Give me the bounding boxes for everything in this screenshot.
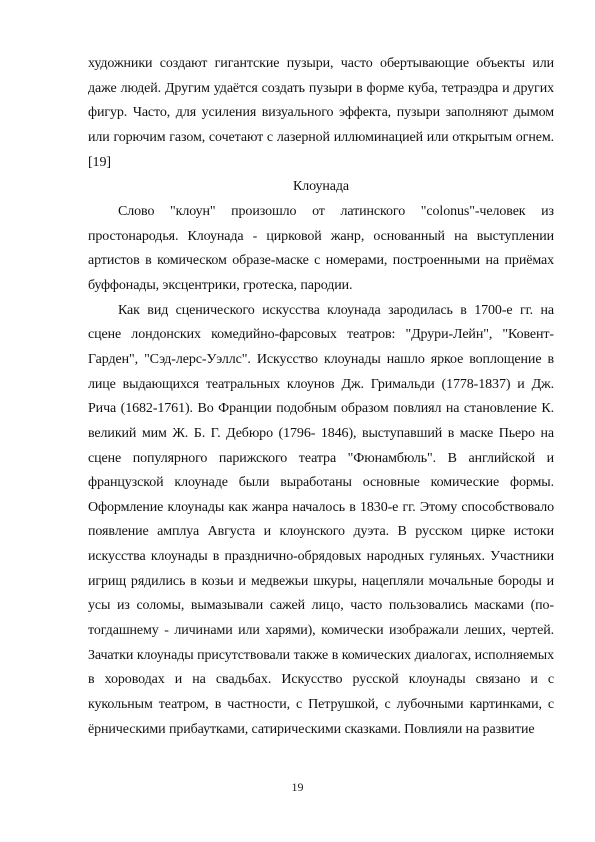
page-number: 19 — [291, 780, 304, 794]
section-heading: Клоунада — [292, 179, 350, 195]
paragraph-clown-definition: Слово "клоун" произошло от латинского "colonus"-человек из простонародья. Клоунада - цирковой жанр, основанный на выступлении артистов в комическом образе-маске с номерами, построенными на приёмах буффонады, эксцентрики, гротеска, пародии. — [88, 203, 554, 293]
body-text — [88, 52, 554, 742]
paragraph-continuation: художники создают гигантские пузыри, часто обертывающие объекты или даже людей. Другим удаётся создать пузыри в форме куба, тетраэдра и других фигур. Часто, для усиления визуального эффекта, пузыри заполняют дымом или горючим газом, сочетают с лазерной иллюминацией или открытым огнем.[19] — [88, 56, 554, 170]
paragraph-clown-history: Как вид сценического искусства клоунада зародилась в 1700-е гг. на сцене лондонских комедийно-фарсовых театров: "Друри-Лейн", "Ковент-Гарден", "Сэд-лерс-Уэллс". Искусство клоунады нашло яркое воплощение в лице выдающихся театральных клоунов Дж. Гримальди (1778-1837) и Дж. Рича (1682-1761). Во Франции подобным образом повлиял на становление К. великий мим Ж. Б. Г. Дебюро (1796- 1846), выступавший в маске Пьеро на сцене популярного парижского театра "Фюнамбюль". В английской и французской клоунаде были выработаны основные комические формы. Оформление клоунады как жанра началось в 1830-е гг. Этому способствовало появление амплуа Августа и клоунского дуэта. В русском цирке истоки искусства клоунады в празднично-обрядовых народных гуляньях. Участники игрищ рядились в козьи и медвежьи шкуры, нацепляли мочальные бороды и усы из соломы, вымазывали сажей лицо, часто пользовались масками (по-тогдашнему - личинами или харями), комически изображали леших, чертей. Зачатки клоунады присутствовали также в комических диалогах, исполняемых в хороводах и на свадьбах. Искусство русской клоунады связано и с кукольным театром, в частности, с Петрушкой, с лубочными картинками, с ёрническими прибаутками, сатирическими сказками. Повлияли на развитие — [88, 302, 554, 737]
